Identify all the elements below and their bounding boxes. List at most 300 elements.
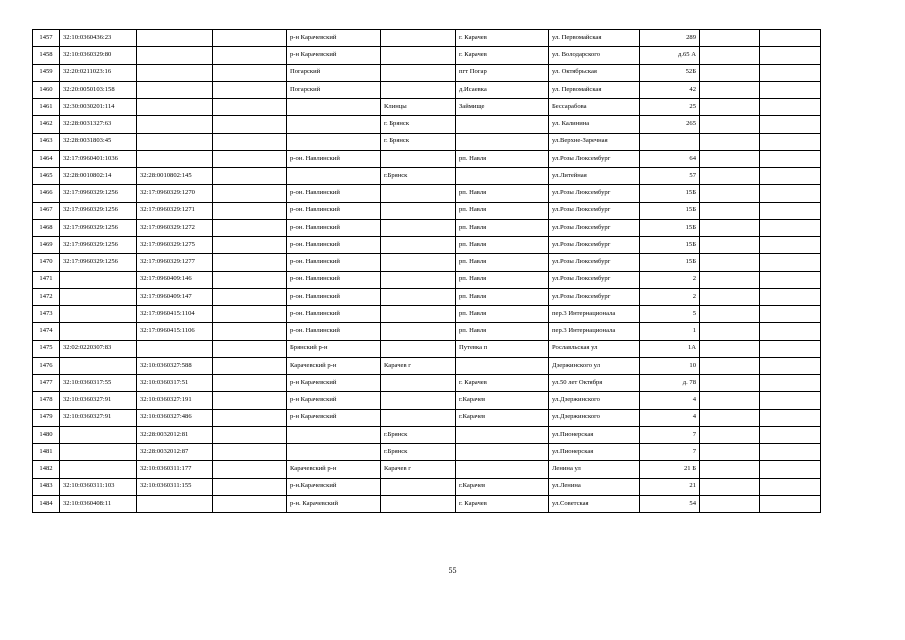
district-cell: р-н Карачевский (287, 375, 381, 392)
street-cell: Ленина ул (549, 461, 640, 478)
cadastral-number-2-cell: 32:17:0960329:1270 (137, 185, 213, 202)
cadastral-number-cell: 32:17:0960401:1036 (60, 150, 137, 167)
city-cell (381, 323, 456, 340)
house-number-cell: 57 (640, 168, 700, 185)
settlement-cell: д.Исаевка (456, 81, 549, 98)
house-number-cell: 25 (640, 99, 700, 116)
row-number-cell: 1478 (33, 392, 60, 409)
street-cell: ул.Верхне-Заречная (549, 133, 640, 150)
table-row (33, 168, 821, 185)
street-cell: ул.Литейная (549, 168, 640, 185)
district-cell: р-он. Навлинский (287, 306, 381, 323)
city-cell (381, 237, 456, 254)
house-number-cell: 265 (640, 116, 700, 133)
house-number-cell: 10 (640, 357, 700, 374)
street-cell: ул.Советская (549, 495, 640, 512)
cadastral-number-cell: 32:10:0360408:11 (60, 495, 137, 512)
house-number-cell: д.65 А (640, 47, 700, 64)
row-number-cell: 1463 (33, 133, 60, 150)
extra-column-1-cell (700, 150, 760, 167)
cadastral-number-2-cell (137, 340, 213, 357)
table-row (33, 461, 821, 478)
street-cell: ул.Розы Люксембург (549, 271, 640, 288)
extra-column-2-cell (760, 99, 821, 116)
cadastral-number-2-cell (137, 64, 213, 81)
empty-column-cell (213, 288, 287, 305)
empty-column-cell (213, 254, 287, 271)
settlement-cell: рп. Навля (456, 219, 549, 236)
extra-column-1-cell (700, 340, 760, 357)
row-number-cell: 1479 (33, 409, 60, 426)
row-number-cell: 1469 (33, 237, 60, 254)
cadastral-number-2-cell: 32:28:0032012:81 (137, 426, 213, 443)
street-cell: ул. Первомайская (549, 81, 640, 98)
row-number-cell: 1470 (33, 254, 60, 271)
extra-column-2-cell (760, 47, 821, 64)
street-cell: ул.Дзержинского (549, 409, 640, 426)
extra-column-1-cell (700, 64, 760, 81)
row-number-cell: 1466 (33, 185, 60, 202)
settlement-cell: рп. Навля (456, 185, 549, 202)
table-row (33, 254, 821, 271)
table-row (33, 340, 821, 357)
house-number-cell: 7 (640, 444, 700, 461)
cadastral-number-cell: 32:10:0360327:91 (60, 409, 137, 426)
extra-column-1-cell (700, 323, 760, 340)
city-cell: Карачев г (381, 461, 456, 478)
row-number-cell: 1462 (33, 116, 60, 133)
table-row (33, 219, 821, 236)
cadastral-number-cell: 32:17:0960329:1256 (60, 185, 137, 202)
extra-column-2-cell (760, 30, 821, 47)
district-cell (287, 444, 381, 461)
cadastral-number-2-cell: 32:17:0960329:1271 (137, 202, 213, 219)
city-cell (381, 30, 456, 47)
extra-column-1-cell (700, 357, 760, 374)
row-number-cell: 1468 (33, 219, 60, 236)
table-row (33, 357, 821, 374)
cadastral-number-2-cell: 32:28:0010802:145 (137, 168, 213, 185)
table-row (33, 47, 821, 64)
cadastral-number-2-cell: 32:10:0360327:588 (137, 357, 213, 374)
row-number-cell: 1482 (33, 461, 60, 478)
table-row (33, 409, 821, 426)
settlement-cell: г. Карачев (456, 47, 549, 64)
settlement-cell (456, 461, 549, 478)
empty-column-cell (213, 409, 287, 426)
cadastral-number-cell: 32:20:0211023:16 (60, 64, 137, 81)
district-cell: р-н.Карачевский (287, 478, 381, 495)
house-number-cell: 15Б (640, 254, 700, 271)
cadastral-number-cell: 32:28:0010802:14 (60, 168, 137, 185)
extra-column-1-cell (700, 116, 760, 133)
table-row (33, 185, 821, 202)
extra-column-1-cell (700, 478, 760, 495)
house-number-cell: 21 (640, 478, 700, 495)
extra-column-1-cell (700, 271, 760, 288)
empty-column-cell (213, 30, 287, 47)
page-number: 55 (448, 566, 457, 575)
cadastral-number-2-cell (137, 47, 213, 64)
cadastral-number-2-cell: 32:17:0960329:1272 (137, 219, 213, 236)
street-cell: ул.Розы Люксембург (549, 202, 640, 219)
city-cell: г. Брянск (381, 133, 456, 150)
house-number-cell: 2 (640, 271, 700, 288)
cadastral-number-cell: 32:28:0031803:45 (60, 133, 137, 150)
settlement-cell: Займище (456, 99, 549, 116)
row-number-cell: 1457 (33, 30, 60, 47)
extra-column-2-cell (760, 340, 821, 357)
cadastral-number-cell (60, 426, 137, 443)
cadastral-number-cell (60, 306, 137, 323)
extra-column-1-cell (700, 444, 760, 461)
settlement-cell (456, 116, 549, 133)
settlement-cell: г.Карачев (456, 392, 549, 409)
extra-column-2-cell (760, 478, 821, 495)
empty-column-cell (213, 81, 287, 98)
empty-column-cell (213, 237, 287, 254)
district-cell (287, 168, 381, 185)
cadastral-number-2-cell: 32:17:0960329:1275 (137, 237, 213, 254)
empty-column-cell (213, 392, 287, 409)
house-number-cell: 15Б (640, 219, 700, 236)
district-cell: р-он. Навлинский (287, 219, 381, 236)
house-number-cell: 4 (640, 392, 700, 409)
cadastral-number-2-cell: 32:17:0960409:146 (137, 271, 213, 288)
house-number-cell: 52Б (640, 64, 700, 81)
city-cell (381, 47, 456, 64)
district-cell: р-он. Навлинский (287, 150, 381, 167)
extra-column-1-cell (700, 306, 760, 323)
cadastral-number-2-cell (137, 495, 213, 512)
extra-column-2-cell (760, 288, 821, 305)
house-number-cell (640, 133, 700, 150)
district-cell (287, 133, 381, 150)
empty-column-cell (213, 116, 287, 133)
empty-column-cell (213, 133, 287, 150)
row-number-cell: 1464 (33, 150, 60, 167)
street-cell: Рославльская ул (549, 340, 640, 357)
settlement-cell: рп. Навля (456, 150, 549, 167)
house-number-cell: д. 78 (640, 375, 700, 392)
house-number-cell: 4 (640, 409, 700, 426)
street-cell: ул. Калинина (549, 116, 640, 133)
extra-column-2-cell (760, 357, 821, 374)
street-cell: ул.Пионерская (549, 426, 640, 443)
extra-column-2-cell (760, 219, 821, 236)
table-row (33, 426, 821, 443)
settlement-cell: г. Карачев (456, 375, 549, 392)
cadastral-number-cell: 32:10:0360329:80 (60, 47, 137, 64)
house-number-cell: 5 (640, 306, 700, 323)
city-cell (381, 254, 456, 271)
street-cell: ул.50 лет Октября (549, 375, 640, 392)
extra-column-1-cell (700, 426, 760, 443)
cadastral-number-cell: 32:10:0360436:23 (60, 30, 137, 47)
district-cell: р-н Карачевский (287, 30, 381, 47)
city-cell (381, 64, 456, 81)
house-number-cell: 7 (640, 426, 700, 443)
extra-column-1-cell (700, 47, 760, 64)
city-cell: Клинцы (381, 99, 456, 116)
city-cell (381, 306, 456, 323)
extra-column-2-cell (760, 237, 821, 254)
cadastral-number-2-cell (137, 150, 213, 167)
district-cell (287, 426, 381, 443)
district-cell: Погарский (287, 64, 381, 81)
extra-column-2-cell (760, 444, 821, 461)
empty-column-cell (213, 426, 287, 443)
street-cell: ул.Розы Люксембург (549, 150, 640, 167)
district-cell: р-н. Карачевский (287, 495, 381, 512)
settlement-cell: Путевка п (456, 340, 549, 357)
cadastral-number-cell (60, 461, 137, 478)
settlement-cell: г. Карачев (456, 495, 549, 512)
city-cell (381, 340, 456, 357)
cadastral-number-2-cell: 32:17:0960415:1106 (137, 323, 213, 340)
city-cell (381, 185, 456, 202)
district-cell: Карачевский р-н (287, 357, 381, 374)
house-number-cell: 15Б (640, 202, 700, 219)
extra-column-1-cell (700, 81, 760, 98)
city-cell (381, 392, 456, 409)
row-number-cell: 1467 (33, 202, 60, 219)
house-number-cell: 64 (640, 150, 700, 167)
district-cell: р-он. Навлинский (287, 254, 381, 271)
row-number-cell: 1471 (33, 271, 60, 288)
cadastral-number-cell: 32:20:0050103:158 (60, 81, 137, 98)
empty-column-cell (213, 150, 287, 167)
extra-column-2-cell (760, 168, 821, 185)
settlement-cell: рп. Навля (456, 288, 549, 305)
district-cell: р-он. Навлинский (287, 237, 381, 254)
extra-column-1-cell (700, 237, 760, 254)
empty-column-cell (213, 495, 287, 512)
district-cell: р-он. Навлинский (287, 185, 381, 202)
settlement-cell (456, 133, 549, 150)
table-row (33, 444, 821, 461)
district-cell: Брянский р-н (287, 340, 381, 357)
row-number-cell: 1465 (33, 168, 60, 185)
district-cell: р-он. Навлинский (287, 288, 381, 305)
empty-column-cell (213, 306, 287, 323)
extra-column-1-cell (700, 392, 760, 409)
street-cell: ул.Розы Люксембург (549, 237, 640, 254)
empty-column-cell (213, 323, 287, 340)
house-number-cell: 42 (640, 81, 700, 98)
street-cell: ул. Володарского (549, 47, 640, 64)
empty-column-cell (213, 185, 287, 202)
cadastral-number-2-cell: 32:28:0032012:87 (137, 444, 213, 461)
city-cell (381, 81, 456, 98)
table-row (33, 323, 821, 340)
extra-column-2-cell (760, 271, 821, 288)
registry-table (32, 29, 821, 513)
cadastral-number-2-cell (137, 133, 213, 150)
extra-column-2-cell (760, 64, 821, 81)
row-number-cell: 1459 (33, 64, 60, 81)
row-number-cell: 1460 (33, 81, 60, 98)
cadastral-number-cell: 32:02:0220307:83 (60, 340, 137, 357)
extra-column-1-cell (700, 30, 760, 47)
extra-column-2-cell (760, 254, 821, 271)
cadastral-number-cell: 32:30:0030201:114 (60, 99, 137, 116)
extra-column-2-cell (760, 133, 821, 150)
house-number-cell: 289 (640, 30, 700, 47)
district-cell (287, 99, 381, 116)
empty-column-cell (213, 47, 287, 64)
extra-column-1-cell (700, 133, 760, 150)
row-number-cell: 1476 (33, 357, 60, 374)
empty-column-cell (213, 271, 287, 288)
settlement-cell (456, 426, 549, 443)
cadastral-number-cell: 32:10:0360311:103 (60, 478, 137, 495)
cadastral-number-cell: 32:17:0960329:1256 (60, 237, 137, 254)
cadastral-number-cell: 32:28:0031327:63 (60, 116, 137, 133)
extra-column-2-cell (760, 81, 821, 98)
district-cell: р-он. Навлинский (287, 323, 381, 340)
empty-column-cell (213, 99, 287, 116)
empty-column-cell (213, 64, 287, 81)
extra-column-1-cell (700, 202, 760, 219)
house-number-cell: 1А (640, 340, 700, 357)
district-cell: р-н Карачевский (287, 392, 381, 409)
city-cell (381, 409, 456, 426)
street-cell: ул. Октябрьская (549, 64, 640, 81)
cadastral-number-cell: 32:10:0360327:91 (60, 392, 137, 409)
house-number-cell: 1 (640, 323, 700, 340)
row-number-cell: 1484 (33, 495, 60, 512)
table-row (33, 64, 821, 81)
district-cell: Погарский (287, 81, 381, 98)
house-number-cell: 2 (640, 288, 700, 305)
empty-column-cell (213, 375, 287, 392)
street-cell: ул.Пионерская (549, 444, 640, 461)
street-cell: ул.Розы Люксембург (549, 254, 640, 271)
extra-column-2-cell (760, 461, 821, 478)
table-row (33, 495, 821, 512)
extra-column-1-cell (700, 495, 760, 512)
street-cell: ул.Ленина (549, 478, 640, 495)
cadastral-number-2-cell (137, 116, 213, 133)
extra-column-1-cell (700, 409, 760, 426)
cadastral-number-cell (60, 271, 137, 288)
extra-column-1-cell (700, 288, 760, 305)
city-cell: г.Брянск (381, 444, 456, 461)
table-row (33, 288, 821, 305)
table-row (33, 375, 821, 392)
row-number-cell: 1483 (33, 478, 60, 495)
table-row (33, 271, 821, 288)
row-number-cell: 1461 (33, 99, 60, 116)
table-row (33, 392, 821, 409)
cadastral-number-2-cell: 32:17:0960329:1277 (137, 254, 213, 271)
city-cell (381, 375, 456, 392)
table-row (33, 478, 821, 495)
empty-column-cell (213, 219, 287, 236)
street-cell: пер.3 Интернационала (549, 323, 640, 340)
empty-column-cell (213, 444, 287, 461)
settlement-cell (456, 357, 549, 374)
table-row (33, 116, 821, 133)
extra-column-2-cell (760, 306, 821, 323)
table-row (33, 99, 821, 116)
city-cell: Карачев г (381, 357, 456, 374)
cadastral-number-2-cell: 32:10:0360327:191 (137, 392, 213, 409)
extra-column-2-cell (760, 323, 821, 340)
district-cell: р-он. Навлинский (287, 271, 381, 288)
empty-column-cell (213, 340, 287, 357)
house-number-cell: 21 Б (640, 461, 700, 478)
table-row (33, 133, 821, 150)
row-number-cell: 1474 (33, 323, 60, 340)
cadastral-number-2-cell (137, 99, 213, 116)
settlement-cell: г. Карачев (456, 30, 549, 47)
street-cell: ул.Розы Люксембург (549, 288, 640, 305)
city-cell: г.Брянск (381, 426, 456, 443)
city-cell (381, 219, 456, 236)
settlement-cell (456, 168, 549, 185)
city-cell (381, 150, 456, 167)
cadastral-number-cell (60, 444, 137, 461)
house-number-cell: 15Б (640, 185, 700, 202)
row-number-cell: 1472 (33, 288, 60, 305)
street-cell: Бессарабова (549, 99, 640, 116)
cadastral-number-cell (60, 357, 137, 374)
extra-column-1-cell (700, 219, 760, 236)
cadastral-number-cell: 32:17:0960329:1256 (60, 254, 137, 271)
empty-column-cell (213, 168, 287, 185)
cadastral-number-cell: 32:17:0960329:1256 (60, 219, 137, 236)
empty-column-cell (213, 478, 287, 495)
row-number-cell: 1480 (33, 426, 60, 443)
extra-column-2-cell (760, 116, 821, 133)
extra-column-1-cell (700, 168, 760, 185)
extra-column-2-cell (760, 495, 821, 512)
extra-column-2-cell (760, 185, 821, 202)
cadastral-number-cell: 32:10:0360317:55 (60, 375, 137, 392)
settlement-cell (456, 444, 549, 461)
cadastral-number-2-cell (137, 81, 213, 98)
cadastral-number-2-cell: 32:10:0360317:51 (137, 375, 213, 392)
settlement-cell: рп. Навля (456, 202, 549, 219)
cadastral-number-2-cell: 32:17:0960409:147 (137, 288, 213, 305)
extra-column-1-cell (700, 185, 760, 202)
settlement-cell: рп. Навля (456, 237, 549, 254)
cadastral-number-2-cell: 32:17:0960415:1104 (137, 306, 213, 323)
empty-column-cell (213, 357, 287, 374)
table-row (33, 202, 821, 219)
extra-column-2-cell (760, 375, 821, 392)
table-row (33, 30, 821, 47)
extra-column-2-cell (760, 409, 821, 426)
row-number-cell: 1473 (33, 306, 60, 323)
table-row (33, 237, 821, 254)
extra-column-1-cell (700, 254, 760, 271)
extra-column-1-cell (700, 375, 760, 392)
city-cell (381, 495, 456, 512)
extra-column-2-cell (760, 202, 821, 219)
row-number-cell: 1477 (33, 375, 60, 392)
settlement-cell: рп. Навля (456, 306, 549, 323)
extra-column-2-cell (760, 392, 821, 409)
district-cell: Карачевский р-н (287, 461, 381, 478)
district-cell: р-н Карачевский (287, 47, 381, 64)
cadastral-number-cell: 32:17:0960329:1256 (60, 202, 137, 219)
district-cell (287, 116, 381, 133)
settlement-cell: г.Карачев (456, 478, 549, 495)
empty-column-cell (213, 461, 287, 478)
